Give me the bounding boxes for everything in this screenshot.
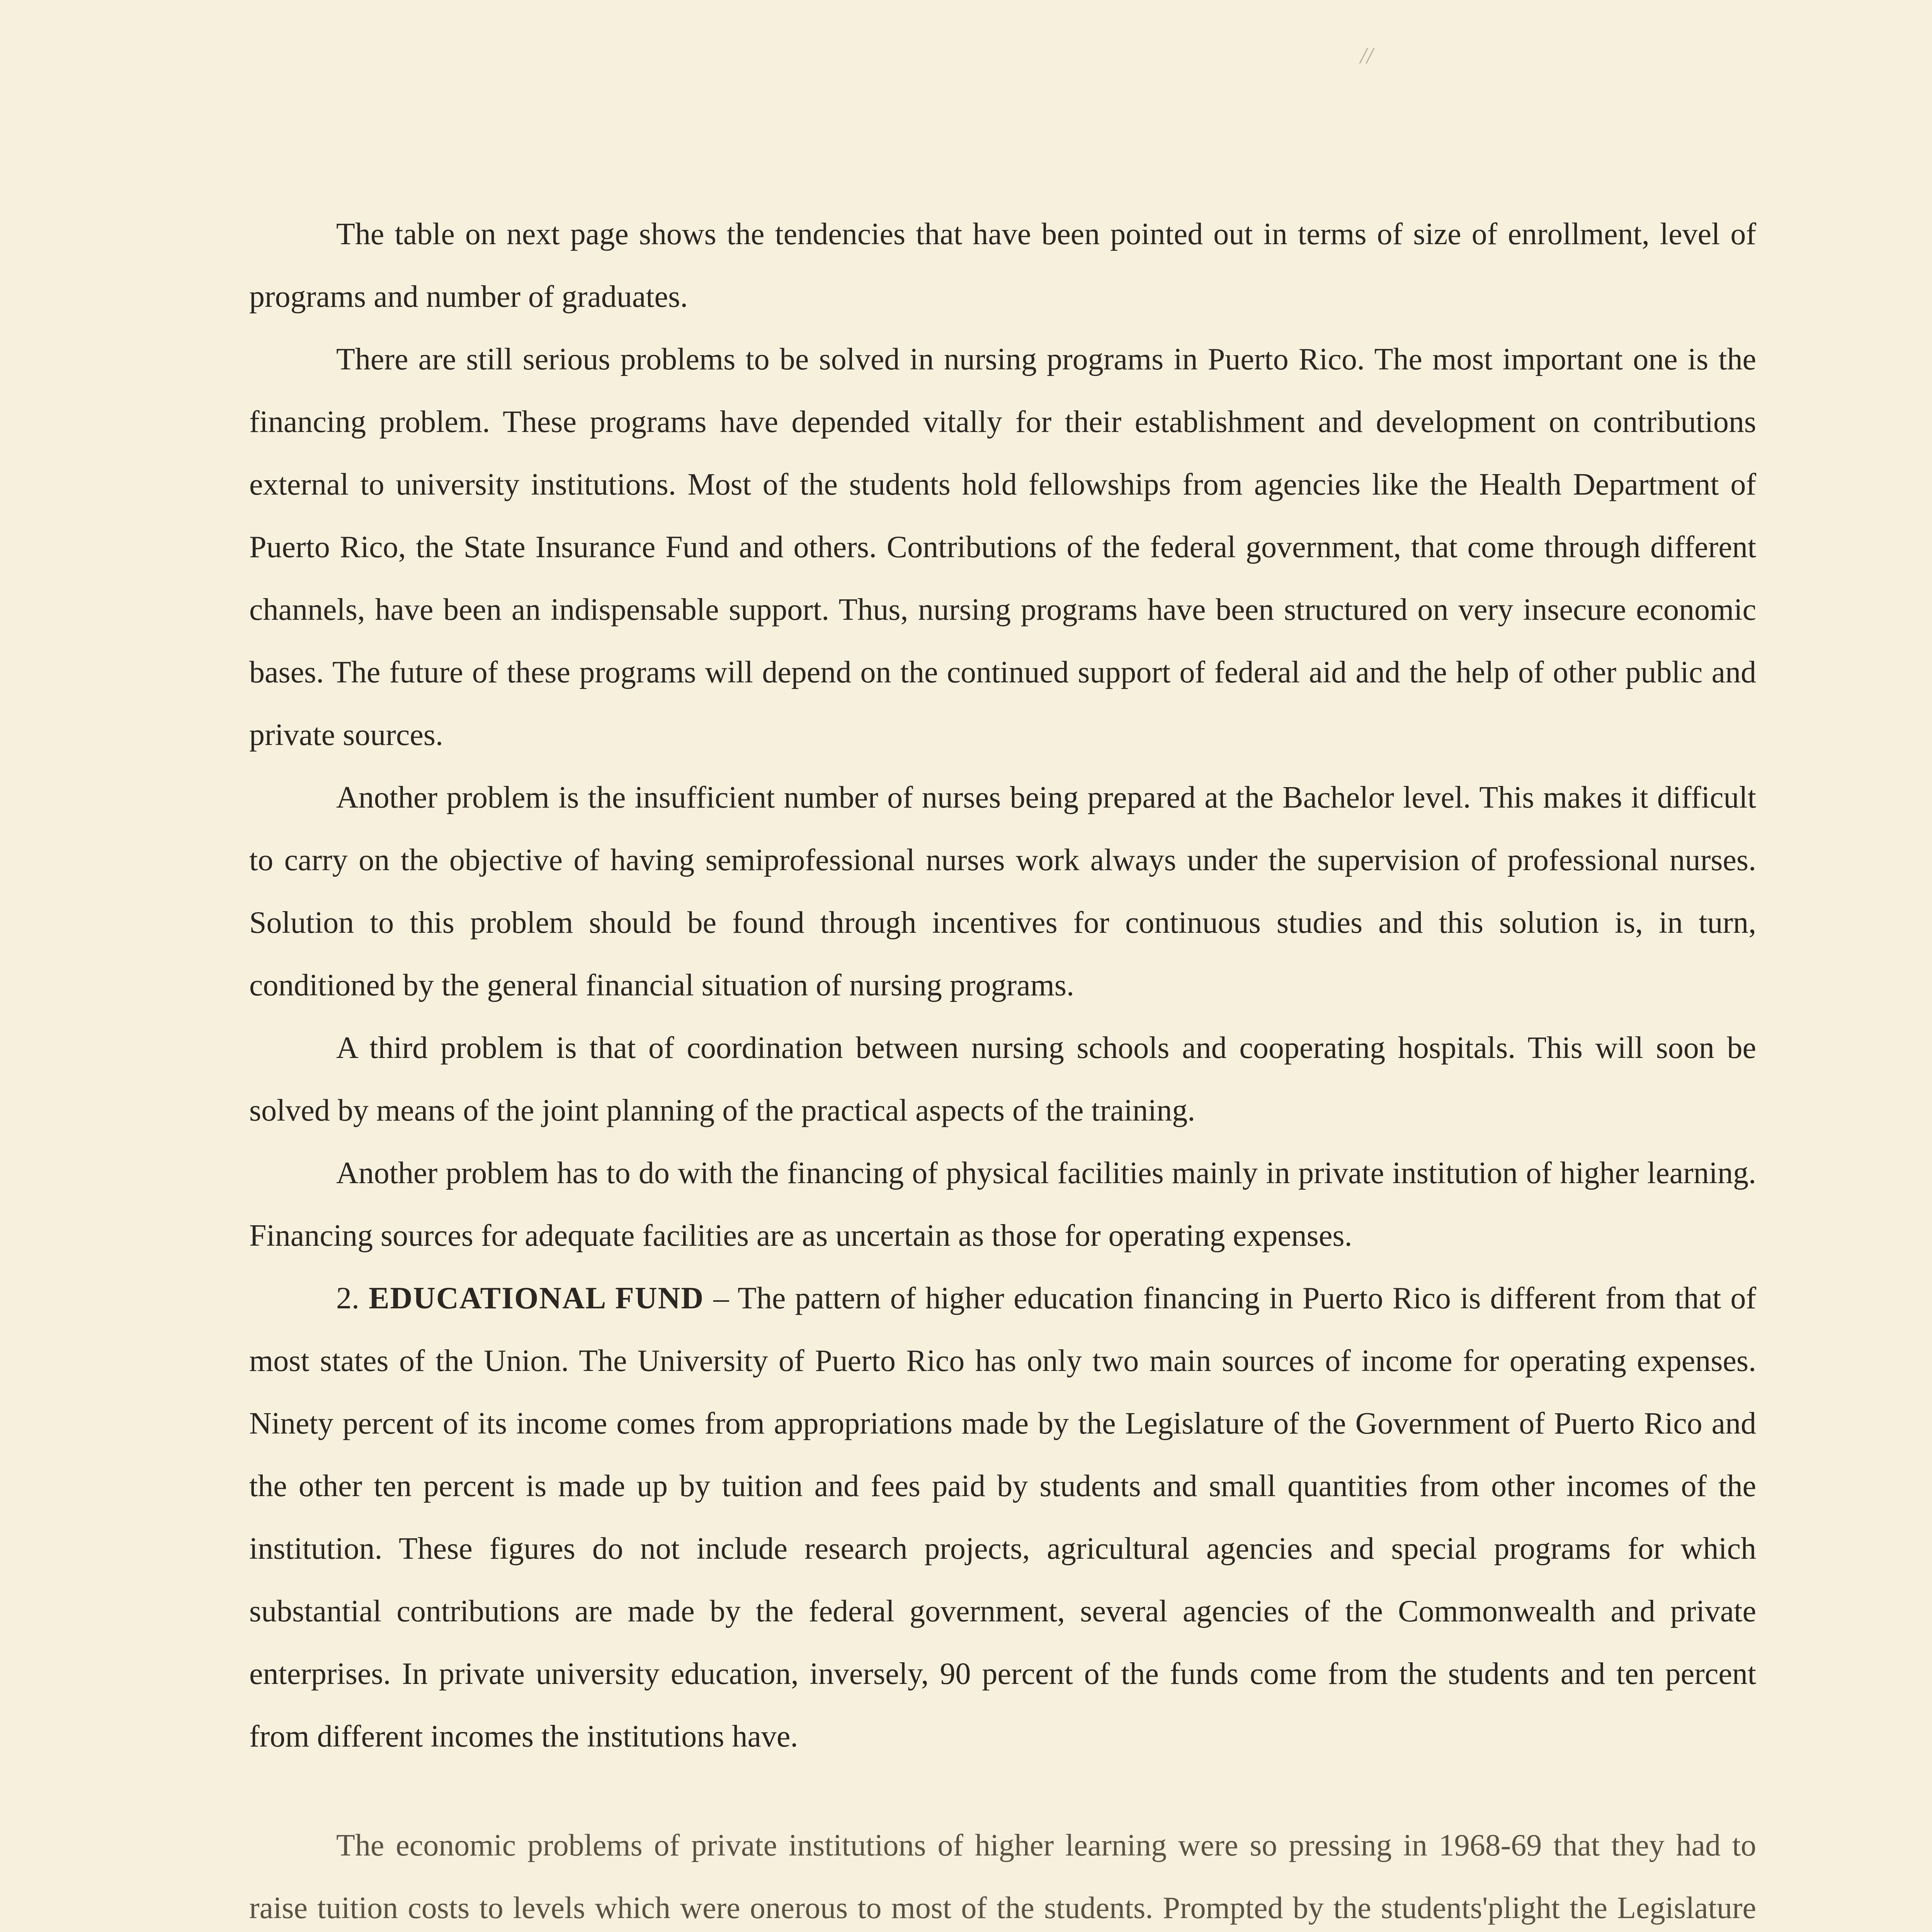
- section-number: 2.: [336, 1281, 359, 1315]
- paragraph-table-reference: The table on next page shows the tendencies that have been pointed out in terms of size of enrollment, level of programs and number of graduates.: [249, 217, 1756, 314]
- paragraph-financing-problem: There are still serious problems to be solved in nursing programs in Puerto Rico. The most important one is the financing problem. These programs have depended vitally for their establishment and development on contributions external to university institutions. Most of the students hold fellowships from agencies like the Health Department of Puerto Rico, the State Insurance Fund and others. Contributions of the federal government, that come through different channels, have been an indispensable support. Thus, nursing programs have been structured on very insecure economic bases. The future of these programs will depend on the continued support of federal aid and the help of other public and private sources.: [249, 342, 1756, 752]
- paragraph-bachelor-level-problem: Another problem is the insufficient number of nurses being prepared at the Bachelor level. This makes it difficult to carry on the objective of having semiprofessional nurses work always under the supervision of professional nurses. Solution to this problem should be found through incentives for continuous studies and this solution is, in turn, conditioned by the general financial situation of nursing programs.: [249, 781, 1756, 1002]
- paragraph-coordination-problem: A third problem is that of coordination between nursing schools and cooperating hospitals. This will soon be solved by means of the joint planning of the practical aspects of the training.: [249, 1031, 1756, 1128]
- paragraph-physical-facilities-problem: Another problem has to do with the financing of physical facilities mainly in private institution of higher learning. Financing sources for adequate facilities are as uncertain as those for operating expenses.: [249, 1156, 1756, 1253]
- stray-pencil-mark: //: [1360, 43, 1373, 68]
- section-heading: EDUCATIONAL FUND: [369, 1281, 704, 1315]
- section-educational-fund: [249, 1267, 1756, 1768]
- page-body: [249, 203, 1756, 1932]
- paragraph-economic-problems: The economic problems of private institutions of higher learning were so pressing in 1968-69 that they had to raise tuition costs to levels which were onerous to most of the students. Prompted by the students'plight the Legislature: [249, 1828, 1756, 1925]
- section-body: – The pattern of higher education financing in Puerto Rico is different from that of most states of the Union. The University of Puerto Rico has only two main sources of income for operating expenses. Ninety percent of its income comes from appropriations made by the Legislature of the Government of Puerto Rico and the other ten percent is made up by tuition and fees paid by students and small quantities from other incomes of the institution. These figures do not include research projects, agricultural agencies and special programs for which substantial contributions are made by the federal government, several agencies of the Commonwealth and private enterprises. In private university education, inversely, 90 percent of the funds come from the students and ten percent from different incomes the institutions have.: [249, 1281, 1757, 1753]
